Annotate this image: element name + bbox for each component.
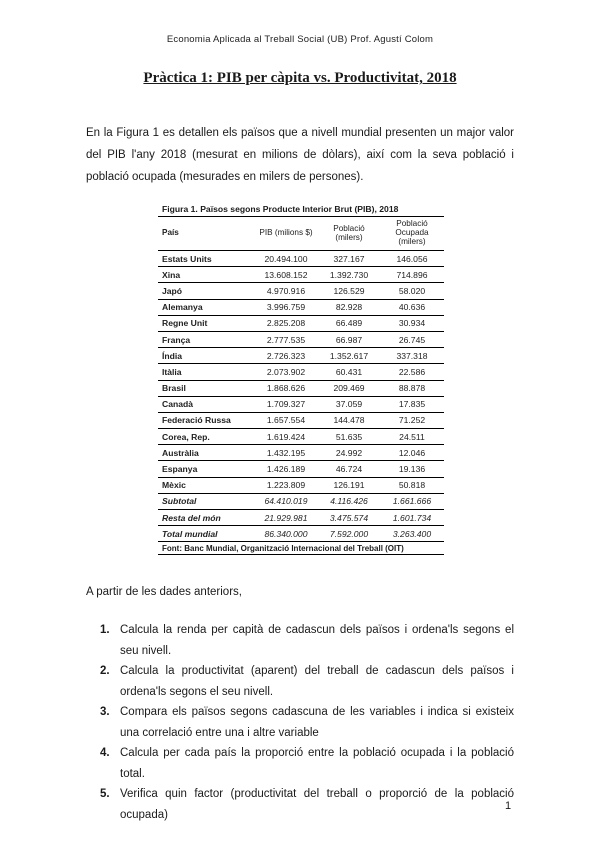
gdp-cell: 2.825.208 [254,315,318,331]
column-header-employed: Població Ocupada (milers) [395,219,429,246]
page-number: 1 [505,800,512,812]
list-item-text: Compara els països segons cadascuna de les variables i indica si existeix una correlació entre una i altre variable [120,706,514,739]
employed-cell: 146.056 [380,251,444,267]
list-item-number: 2. [100,665,110,677]
figure-1 [158,204,444,555]
table-row [158,251,444,267]
country-cell: Regne Unit [158,315,254,331]
gdp-cell: 2.777.535 [254,331,318,347]
table-body [158,251,444,542]
list-item [100,743,514,784]
population-cell: 327.167 [318,251,380,267]
employed-cell: 12.046 [380,445,444,461]
lead-sentence: A partir de les dades anteriors, [86,586,242,598]
gdp-cell: 2.726.323 [254,348,318,364]
employed-cell: 71.252 [380,412,444,428]
population-cell: 51.635 [318,429,380,445]
page-title: Pràctica 1: PIB per càpita vs. Productivitat, 2018 [143,70,457,86]
list-item-number: 1. [100,624,110,636]
population-cell: 1.352.617 [318,348,380,364]
population-cell: 24.992 [318,445,380,461]
list-item-number: 3. [100,706,110,718]
table-row [158,380,444,396]
gdp-cell: 1.223.809 [254,477,318,493]
table-row [158,299,444,315]
gdp-cell: 64.410.019 [254,493,318,509]
country-cell: Resta del món [158,510,254,526]
list-item-text: Calcula la productivitat (aparent) del treball de cadascun dels països i ordena'ls segons el seu nivell. [120,665,514,698]
table-row [158,315,444,331]
gdp-cell: 21.929.981 [254,510,318,526]
employed-cell: 19.136 [380,461,444,477]
gdp-cell: 1.657.554 [254,412,318,428]
gdp-cell: 1.426.189 [254,461,318,477]
population-cell: 1.392.730 [318,267,380,283]
page-header: Economia Aplicada al Treball Social (UB) Prof. Agustí Colom [166,34,434,45]
population-cell: 126.529 [318,283,380,299]
country-cell: Japó [158,283,254,299]
country-cell: Austràlia [158,445,254,461]
population-cell: 66.489 [318,315,380,331]
gdp-cell: 1.432.195 [254,445,318,461]
gdp-cell: 1.709.327 [254,396,318,412]
list-item [100,620,514,661]
country-cell: Espanya [158,461,254,477]
table-row [158,348,444,364]
list-item [100,661,514,702]
intro-paragraph: En la Figura 1 es detallen els països que a nivell mundial presenten un major valor del PIB l'any 2018 (mesurat en milions de dòlars), així com la seva població i població ocupada (mesurades en milers de persones). [86,127,514,183]
column-header-gdp: PIB (milions $) [259,228,313,237]
population-cell: 209.469 [318,380,380,396]
employed-cell: 337.318 [380,348,444,364]
country-cell: Total mundial [158,526,254,542]
country-cell: Alemanya [158,299,254,315]
gdp-cell: 3.996.759 [254,299,318,315]
gdp-table [158,217,444,542]
table-row [158,477,444,493]
gdp-cell: 1.619.424 [254,429,318,445]
employed-cell: 40.636 [380,299,444,315]
country-cell: Estats Units [158,251,254,267]
table-row [158,493,444,509]
country-cell: França [158,331,254,347]
employed-cell: 1.601.734 [380,510,444,526]
table-row [158,526,444,542]
population-cell: 7.592.000 [318,526,380,542]
country-cell: Corea, Rep. [158,429,254,445]
population-cell: 46.724 [318,461,380,477]
list-item-text: Verifica quin factor (productivitat del treball o proporció de la població ocupada) [120,788,514,821]
employed-cell: 30.934 [380,315,444,331]
list-item-number: 4. [100,747,110,759]
list-item [100,702,514,743]
employed-cell: 22.586 [380,364,444,380]
list-item [100,784,514,825]
column-header-population: Població (milers) [333,223,365,242]
country-cell: Canadà [158,396,254,412]
gdp-cell: 4.970.916 [254,283,318,299]
gdp-cell: 1.868.626 [254,380,318,396]
country-cell: Brasil [158,380,254,396]
employed-cell: 88.878 [380,380,444,396]
employed-cell: 58.020 [380,283,444,299]
table-row [158,412,444,428]
task-list [100,620,514,825]
table-row [158,510,444,526]
table-row [158,445,444,461]
country-cell: Índia [158,348,254,364]
country-cell: Federació Russa [158,412,254,428]
table-row [158,331,444,347]
population-cell: 60.431 [318,364,380,380]
employed-cell: 24.511 [380,429,444,445]
employed-cell: 3.263.400 [380,526,444,542]
gdp-cell: 86.340.000 [254,526,318,542]
table-row [158,429,444,445]
list-item-text: Calcula la renda per capità de cadascun dels països i ordena'ls segons el seu nivell. [120,624,514,657]
table-row [158,364,444,380]
population-cell: 3.475.574 [318,510,380,526]
population-cell: 144.478 [318,412,380,428]
gdp-cell: 2.073.902 [254,364,318,380]
table-row [158,283,444,299]
population-cell: 66.987 [318,331,380,347]
country-cell: Mèxic [158,477,254,493]
table-row [158,267,444,283]
list-item-text: Calcula per cada país la proporció entre la població ocupada i la població total. [120,747,514,780]
employed-cell: 1.661.666 [380,493,444,509]
table-header-row [158,217,444,251]
column-header-country: País [162,228,179,237]
employed-cell: 50.818 [380,477,444,493]
population-cell: 82.928 [318,299,380,315]
figure-source: Font: Banc Mundial, Organització Internacional del Treball (OIT) [158,542,444,555]
table-row [158,396,444,412]
gdp-cell: 20.494.100 [254,251,318,267]
population-cell: 126.191 [318,477,380,493]
table-row [158,461,444,477]
employed-cell: 17.835 [380,396,444,412]
gdp-cell: 13.608.152 [254,267,318,283]
population-cell: 37.059 [318,396,380,412]
employed-cell: 26.745 [380,331,444,347]
population-cell: 4.116.426 [318,493,380,509]
country-cell: Subtotal [158,493,254,509]
country-cell: Itàlia [158,364,254,380]
country-cell: Xina [158,267,254,283]
list-item-number: 5. [100,788,110,800]
figure-title: Figura 1. Països segons Producte Interior Brut (PIB), 2018 [158,204,444,217]
employed-cell: 714.896 [380,267,444,283]
